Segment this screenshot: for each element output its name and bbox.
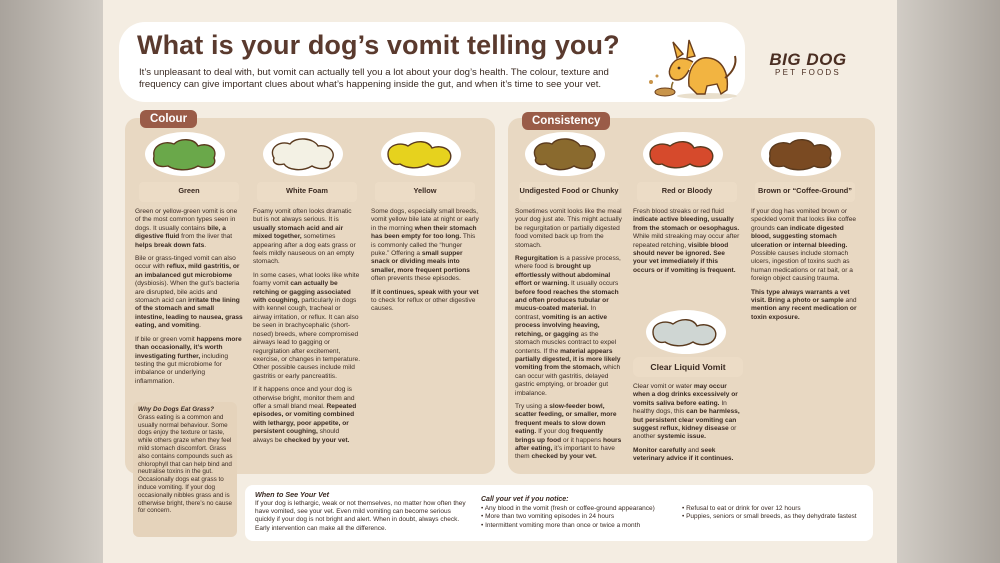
emphasis-text: irritate the lining of the stomach and small intestine, leading to nausea, grass eating, and vomiting xyxy=(135,297,243,330)
call-vet-item: • Refusal to eat or drink for over 12 hours xyxy=(682,505,801,512)
red-or-bloody-paragraph xyxy=(633,208,741,275)
colour-section-tag: Colour xyxy=(140,110,197,128)
vomiting-dog-illustration xyxy=(637,28,741,100)
body-text: Try using a xyxy=(515,402,550,410)
emphasis-text: If it continues, speak with your vet xyxy=(371,288,479,296)
consistency-text-red-or-bloody xyxy=(633,208,741,288)
body-text: Some dogs, especially small breeds, vomit yellow bile late at night or early in the morning xyxy=(371,208,479,232)
why-grass-box xyxy=(133,402,237,537)
green-paragraph xyxy=(135,255,243,331)
background-right xyxy=(897,0,1000,563)
red-or-bloody-vomit-illustration xyxy=(646,134,720,174)
body-text: . xyxy=(199,322,201,330)
body-text: While mild streaking may occur after repeated retching, xyxy=(633,233,740,249)
body-text: particularly in dogs with kennel cough, tracheal or airway irritation, or reflux. It can also be seen in brachycephalic (short-nosed) breeds, where compromised airways lead to gagging or regurgitation after excitement, exercise, or changes in temperature. Other possible causes include mild gastritis or early pancreatitis. xyxy=(253,297,361,380)
emphasis-text: can indicate digested blood, suggesting stomach ulceration or internal bleeding. xyxy=(751,224,848,249)
call-vet-list xyxy=(481,505,681,530)
green-paragraph xyxy=(135,336,243,386)
header-card xyxy=(119,22,745,102)
body-text: If bile or green vomit xyxy=(135,335,197,343)
body-text: is a passive process, where food is xyxy=(515,255,621,271)
colour-label-white-foam: White Foam xyxy=(257,182,357,202)
body-text: It usually occurs xyxy=(569,280,619,288)
body-text: In healthy dogs, this xyxy=(633,399,727,416)
body-text: . xyxy=(204,241,207,249)
consistency-text-undigested-food-or-chunky xyxy=(515,208,623,473)
green-paragraph xyxy=(135,208,243,250)
undigested-food-or-chunky-paragraph xyxy=(515,208,623,250)
colour-text-green xyxy=(135,208,243,398)
intro-text: It’s unpleasant to deal with, but vomit can actually tell you a lot about your dog’s health. The colour, texture and frequency can give important clues about what’s happening inside the gut, and when it’s time to see your vet. xyxy=(139,67,609,91)
brown-or-coffee-ground-paragraph xyxy=(751,289,859,323)
emphasis-text: usually stomach acid and air mixed together, xyxy=(253,224,344,241)
body-text: Foamy vomit often looks dramatic but is not always serious. It is xyxy=(253,208,352,224)
emphasis-text: visible blood should never be ignored. See your vet immediately if this occurs or if vomiting is frequent. xyxy=(633,241,736,274)
emphasis-text: reflux, mild gastritis, or an imbalanced gut microbiome xyxy=(135,263,240,279)
emphasis-text: vomiting is an active process involving heaving, retching, or gagging xyxy=(515,313,607,338)
emphasis-text: can be harmless, but persistent clear vomiting can suggest reflux, kidney disease xyxy=(633,408,740,433)
emphasis-text: Repeated episodes, or vomiting combined with lethargy, poor appetite, or persistent coughing, xyxy=(253,402,357,436)
undigested-food-or-chunky-paragraph xyxy=(515,403,623,462)
body-text: Possible causes include stomach ulcers, ingestion of toxins such as human medications or rat bait, or a foreign object causing trauma. xyxy=(751,250,853,283)
emphasis-text: checked by your vet. xyxy=(284,436,350,444)
emphasis-text: mention any recent medication or toxin exposure. xyxy=(751,305,857,321)
body-text: Sometimes vomit looks like the meal your dog just ate. This might actually be regurgitation or partially digested food vomited back up from the stomach. xyxy=(515,208,622,249)
emphasis-text: indicate active bleeding, usually from the stomach or oesophagus. xyxy=(633,216,740,232)
consistency-label-red-or-bloody: Red or Bloody xyxy=(637,182,737,202)
page-title: What is your dog’s vomit telling you? xyxy=(137,30,620,60)
body-text: which can occur with gastritis, delayed gastric emptying, or broader gut imbalance. xyxy=(515,364,621,397)
undigested-food-or-chunky-paragraph xyxy=(515,255,623,398)
body-text: Fresh blood streaks or red fluid xyxy=(633,208,724,215)
yellow-vomit-illustration xyxy=(384,134,458,174)
yellow-paragraph xyxy=(371,208,479,284)
call-vet-item: • Intermittent vomiting more than once or twice a month xyxy=(481,521,641,529)
colour-text-yellow xyxy=(371,208,479,328)
body-text: often prevents these episodes. xyxy=(371,275,461,283)
emphasis-text: material appears partially digested, it is more likely vomiting from the stomach, xyxy=(515,347,621,372)
why-grass-heading: Why Do Dogs Eat Grass? xyxy=(138,406,214,413)
call-vet-item: • Any blood in the vomit (fresh or coffee-ground appearance) xyxy=(481,505,655,512)
clear-liquid-vomit-illustration xyxy=(649,312,723,352)
white-foam-paragraph xyxy=(253,272,361,381)
colour-label-green: Green xyxy=(139,182,239,202)
body-text: (dysbiosis). When the gut’s bacteria are disrupted, bile acids and stomach acid can xyxy=(135,280,240,305)
colour-text-white-foam xyxy=(253,208,361,473)
body-text: from the liver that xyxy=(179,233,233,241)
brand-logo-name: BIG DOG xyxy=(769,50,847,69)
body-text: In some cases, what looks like white foamy vomit xyxy=(253,271,360,288)
emphasis-text: helps break down fats xyxy=(135,241,205,249)
call-vet-list-2 xyxy=(682,505,872,522)
white-foam-paragraph xyxy=(253,386,361,445)
body-text: and xyxy=(686,446,701,454)
consistency-label-clear-liquid-vomit: Clear Liquid Vomit xyxy=(633,357,743,377)
consistency-text-brown-or-coffee-ground xyxy=(751,208,859,348)
body-text: or another xyxy=(633,425,737,441)
call-vet-item: • Puppies, seniors or small breeds, as they dehydrate fastest xyxy=(682,513,857,521)
colour-label-yellow: Yellow xyxy=(375,182,475,202)
body-text: This is commonly called the “hunger puke.” Offering a xyxy=(371,233,476,258)
body-text: as the stomach muscles contract to expel contents. If the xyxy=(515,330,617,355)
white-foam-vomit-illustration xyxy=(266,134,340,174)
emphasis-text: bile, a digestive fluid xyxy=(135,224,226,241)
body-text: and xyxy=(843,297,857,305)
body-text: If your dog has vomited brown or speckled vomit that looks like coffee grounds xyxy=(751,208,857,232)
call-vet-item: • More than two vomiting episodes in 24 hours xyxy=(481,513,615,521)
emphasis-text: small supper snack or dividing meals into smaller, more frequent portions xyxy=(371,250,470,274)
yellow-paragraph xyxy=(371,289,479,314)
brand-logo xyxy=(763,50,853,77)
white-foam-paragraph xyxy=(253,208,361,267)
emphasis-text: happens more than occasionally, it’s worth investigating further, xyxy=(135,335,242,360)
emphasis-text: before food reaches the stomach and often produces tubular or mucus-coated material. xyxy=(515,288,619,313)
emphasis-text: Monitor carefully xyxy=(633,446,687,454)
body-text: Green or yellow-green vomit is one of the most common types seen in dogs. It usually contains xyxy=(135,208,238,232)
background-left xyxy=(0,0,103,563)
body-text: or it happens xyxy=(561,436,603,444)
emphasis-text: hours after eating, xyxy=(515,436,622,452)
clear-liquid-vomit-paragraph xyxy=(633,447,745,464)
when-to-see-vet-box xyxy=(245,485,873,541)
why-grass-body: Grass eating is a common and usually normal behaviour. Some dogs enjoy the texture or taste, while others graze when they feel mild stomach discomfort. Grass also contains compounds such as chlorophyll that can help bind and neutralise toxins in the gut. Occasionally dogs eat grass to induce vomiting. If your dog occasionally nibbles grass and is otherwise bright, there’s no cause for concern. xyxy=(138,413,233,515)
brand-logo-subtitle: PET FOODS xyxy=(775,68,841,77)
emphasis-text: brought up effortlessly without abdominal effort or warning. xyxy=(515,263,611,288)
emphasis-text: may occur when a dog drinks excessively or vomits saliva before eating. xyxy=(633,383,738,407)
body-text: sometimes appearing after a dog eats grass or feels mildly nauseous on an empty stomach. xyxy=(253,233,356,266)
why-grass-text xyxy=(138,406,234,536)
body-text: including testing the gut microbiome for imbalance or underlying inflammation. xyxy=(135,352,229,385)
emphasis-text: when their stomach has been empty for too long. xyxy=(371,224,477,241)
green-vomit-illustration xyxy=(148,134,222,174)
emphasis-text: Regurgitation xyxy=(515,255,558,263)
consistency-section-tag: Consistency xyxy=(522,112,610,130)
brown-or-coffee-ground-paragraph xyxy=(751,208,859,284)
body-text: In contrast, xyxy=(515,305,596,321)
emphasis-text: frequently brings up food xyxy=(515,428,603,444)
body-text: If your dog xyxy=(536,428,572,436)
when-to-see-vet-heading: When to See Your Vet xyxy=(255,490,330,499)
body-text: Bile or grass-tinged vomit can also occur with xyxy=(135,255,236,271)
emphasis-text: checked by your vet. xyxy=(531,453,597,461)
emphasis-text: seek veterinary advice if it continues. xyxy=(633,446,734,463)
body-text: Clear vomit or water xyxy=(633,383,694,390)
emphasis-text: systemic issue. xyxy=(657,433,706,441)
call-vet-heading: Call your vet if you notice: xyxy=(481,496,569,503)
consistency-label-undigested-food-or-chunky: Undigested Food or Chunky xyxy=(519,182,619,202)
infographic-sheet xyxy=(103,0,897,563)
consistency-text-clear-liquid-vomit xyxy=(633,383,745,473)
body-text: it’s important to have them xyxy=(515,444,615,461)
body-text: to check for reflux or other digestive causes. xyxy=(371,297,476,313)
body-text: If it happens once and your dog is otherwise bright, monitor them and offer a small bland meal. xyxy=(253,386,355,410)
consistency-label-brown-or-coffee-ground: Brown or “Coffee-Ground” xyxy=(755,182,855,202)
when-to-see-vet-body: If your dog is lethargic, weak or not themselves, no matter how often they have vomited, see your vet. Even mild vomiting can become serious quickly if your dog is not bright and alert. When in doubt, always check. Early intervention can make all the difference. xyxy=(255,500,466,532)
emphasis-text: This type always warrants a vet visit. Bring a photo or sample xyxy=(751,288,850,305)
clear-liquid-vomit-paragraph xyxy=(633,383,745,442)
emphasis-text: slow-feeder bowl, scatter feeding, or smaller, more frequent meals to slow down eating. xyxy=(515,402,617,436)
brown-or-coffee-ground-vomit-illustration xyxy=(764,134,838,174)
body-text: should always be xyxy=(253,428,340,444)
undigested-food-or-chunky-vomit-illustration xyxy=(528,134,602,174)
emphasis-text: can actually be retching or gagging associated with coughing, xyxy=(253,280,351,305)
